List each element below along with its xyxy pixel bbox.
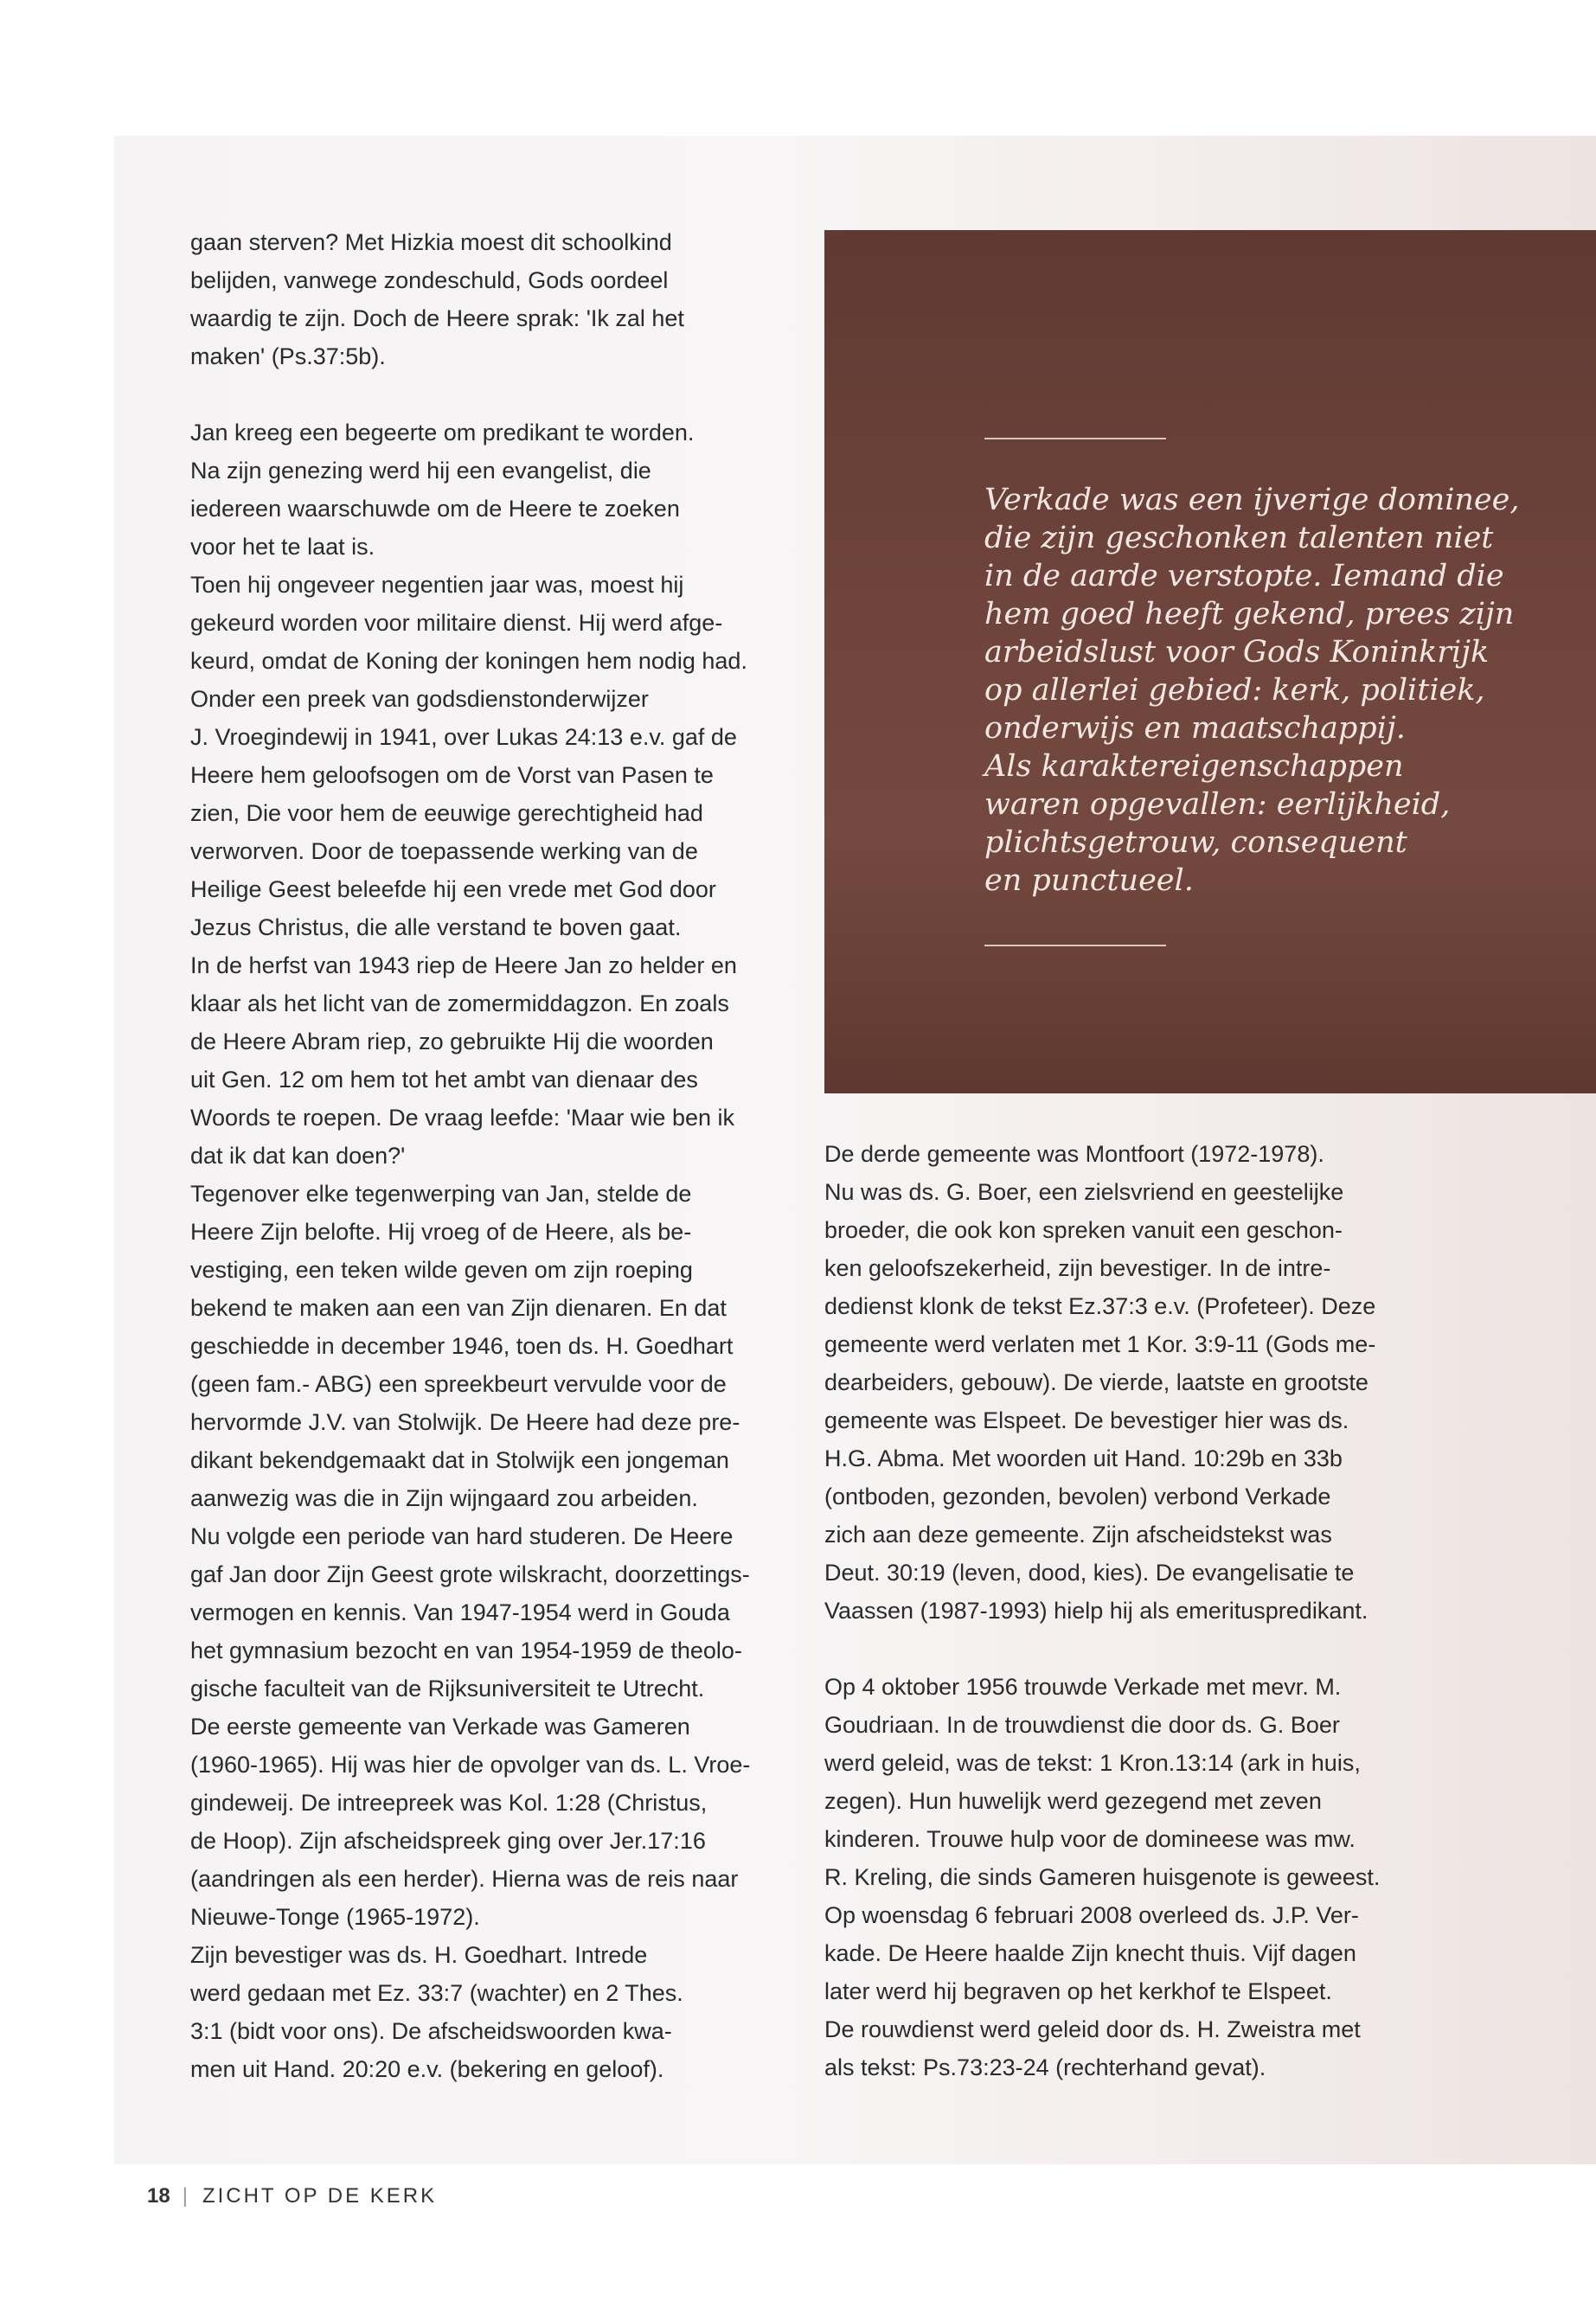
page-number: 18 <box>147 2184 170 2208</box>
page-footer <box>147 2184 437 2208</box>
pull-quote-box <box>824 230 1596 1093</box>
pull-quote-text: Verkade was een ijverige dominee, die zijn geschonken talenten niet in de aarde verstopte. Iemand die hem goed heeft gekend, prees zijn arbeidslust voor Gods Koninkrijk op allerlei gebied: kerk, politiek, onderwijs en maatschappij. Als karaktereigenschappen waren opgevallen: eerlijkheid, plichtsgetrouw, consequent en punctueel. <box>984 483 1520 898</box>
right-paragraph-2: Op 4 oktober 1956 trouwde Verkade met mevr. M. Goudriaan. In de trouwdienst die door ds. G. Boer werd geleid, was de tekst: 1 Kron.13:14 (ark in huis, zegen). Hun huwelijk werd gezegend met zeven kinderen. Trouwe hulp voor de domineese was mw. R. Kreling, die sinds Gameren huisgenote is geweest. Op woensdag 6 februari 2008 overleed ds. J.P. Ver- kade. De Heere haalde Zijn knecht thuis. Vijf dagen later werd hij begraven op het kerkhof te Elspeet. De rouwdienst werd geleid door ds. H. Zweistra met als tekst: Ps.73:23-24 (rechterhand gevat). <box>824 1674 1381 2080</box>
magazine-name: ZICHT OP DE KERK <box>202 2184 438 2208</box>
left-paragraph-2: Jan kreeg een begeerte om predikant te worden. Na zijn genezing werd hij een evangelist, die iedereen waarschuwde om de Heere te zoeken voor het te laat is. Toen hij ongeveer negentien jaar was, moest hij gekeurd worden voor militaire dienst. Hij werd afge- keurd, omdat de Koning der koningen hem nodig had. Onder een preek van godsdienstonderwijzer J. Vroegindewij in 1941, over Lukas 24:13 e.v. gaf de Heere hem geloofsogen om de Vorst van Pasen te zien, Die voor hem de eeuwige gerechtigheid had verworven. Door de toepassende werking van de Heilige Geest beleefde hij een vrede met God door Jezus Christus, die alle verstand te boven gaat. In de herfst van 1943 riep de Heere Jan zo helder en klaar als het licht van de zomermiddagzon. En zoals de Heere Abram riep, zo gebruikte Hij die woorden uit Gen. 12 om hem tot het ambt van dienaar des Woords te roepen. De vraag leefde: 'Maar wie ben ik dat ik dat kan doen?' Tegenover elke tegenwerping van Jan, stelde de Heere Zijn belofte. Hij vroeg of de Heere, als be- vestiging, een teken wilde geven om zijn roeping bekend te maken aan een van Zijn dienaren. En dat geschiedde in december 1946, toen ds. H. Goedhart (geen fam.- ABG) een spreekbeurt vervulde voor de hervormde J.V. van Stolwijk. De Heere had deze pre- dikant bekendgemaakt dat in Stolwijk een jongeman aanwezig was die in Zijn wijngaard zou arbeiden. Nu volgde een periode van hard studeren. De Heere gaf Jan door Zijn Geest grote wilskracht, doorzettings- vermogen en kennis. Van 1947-1954 werd in Gouda het gymnasium bezocht en van 1954-1959 de theolo- gische faculteit van de Rijksuniversiteit te Utrecht. De eerste gemeente van Verkade was Gameren (1960-1965). Hij was hier de opvolger van ds. L. Vroe- gindeweij. De intreepreek was Kol. 1:28 (Christus, de Hoop). Zijn afscheidspreek ging over Jer.17:16 (aandringen als een herder). Hierna was de reis naar Nieuwe-Tonge (1965-1972). Zijn bevestiger was ds. H. Goedhart. Intrede werd gedaan met Ez. 33:7 (wachter) en 2 Thes. 3:1 (bidt voor ons). De afscheidswoorden kwa- men uit Hand. 20:20 e.v. (bekering en geloof). <box>190 420 751 2082</box>
right-column <box>824 1135 1413 2086</box>
right-paragraph-1: De derde gemeente was Montfoort (1972-1978). Nu was ds. G. Boer, een zielsvriend en geestelijke broeder, die ook kon spreken vanuit een geschon- ken geloofszekerheid, zijn bevestiger. In de intre- dedienst klonk de tekst Ez.37:3 e.v. (Profeteer). Deze gemeente werd verlaten met 1 Kor. 3:9-11 (Gods me- dearbeiders, gebouw). De vierde, laatste en grootste gemeente was Elspeet. De bevestiger hier was ds. H.G. Abma. Met woorden uit Hand. 10:29b en 33b (ontboden, gezonden, bevolen) verbond Verkade zich aan deze gemeente. Zijn afscheidstekst was Deut. 30:19 (leven, dood, kies). De evangelisatie te Vaassen (1987-1993) hielp hij als emerituspredikant. <box>824 1141 1376 1624</box>
footer-separator: | <box>182 2184 190 2208</box>
quote-top-rule <box>984 438 1166 439</box>
left-paragraph-1: gaan sterven? Met Hizkia moest dit schoolkind belijden, vanwege zondeschuld, Gods oordeel waardig te zijn. Doch de Heere sprak: 'Ik zal het maken' (Ps.37:5b). <box>190 229 684 369</box>
quote-bottom-rule <box>984 945 1166 946</box>
left-column <box>190 223 779 2088</box>
